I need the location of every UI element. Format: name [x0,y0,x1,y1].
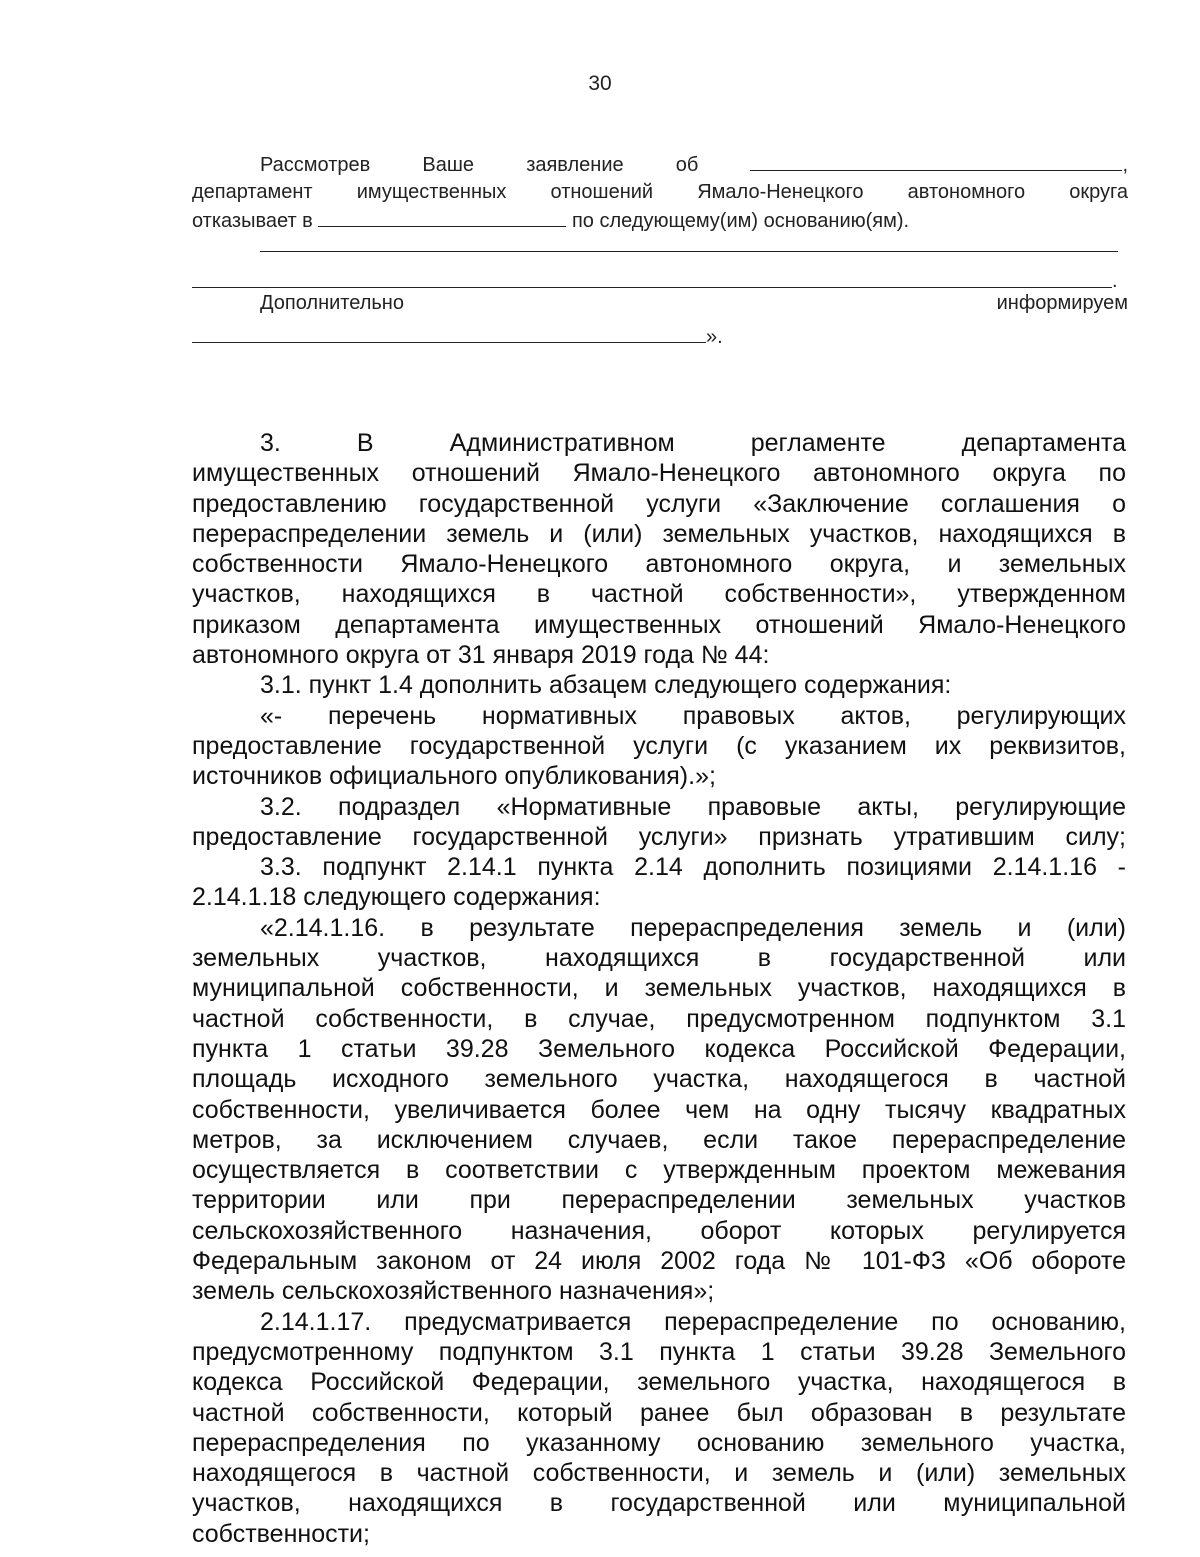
form-line-6 [192,290,1128,317]
form-line-3 [192,206,1128,235]
text-line: частной собственности, который ранее был образован в результате [192,1398,1126,1427]
form-word: заявление [526,154,624,176]
text-line: 3. В Административном регламенте департамента [260,429,1126,457]
form-line-2: департамент имущественных отношений Ямало-Ненецкого автономного округа [192,181,1128,203]
text-line: Федеральным законом от 24 июля 2002 года № 101-ФЗ «Об обороте [192,1247,1126,1276]
refusal-form-template [192,150,1128,351]
text-line: 3.1. пункт 1.4 дополнить абзацем следующего содержания: [260,671,952,700]
text-line: приказом департамента имущественных отношений Ямало-Ненецкого [192,610,1126,639]
text-line: имущественных отношений Ямало-Ненецкого автономного округа по [192,459,1126,488]
text-line: «2.14.1.16. в результате перераспределения земель и (или) [260,913,1126,942]
text-line: «- перечень нормативных правовых актов, регулирующих [260,701,1126,730]
form-text: Дополнительно [260,292,404,314]
form-word: Ваше [422,154,475,176]
text-line: источников официального опубликования).»; [192,762,716,791]
text-line: предоставление государственной услуги (с указанием их реквизитов, [192,731,1126,760]
text-line: предоставление государственной услуги» признать утратившим силу; [192,822,1126,851]
text-line: кодекса Российской Федерации, земельного участка, находящегося в [192,1368,1126,1397]
text-line: осуществляется в соответствии с утвержденным проектом межевания [192,1156,1126,1185]
text-line: перераспределении земель и (или) земельных участков, находящихся в [192,519,1126,548]
form-line-5 [192,270,1128,292]
text-line: участков, находящихся в частной собственности», утвержденном [192,580,1126,609]
text-line: территории или при перераспределении земельных участков [192,1186,1126,1215]
text-line: автономного округа от 31 января 2019 года № 44: [192,641,770,670]
text-line: площадь исходного земельного участка, находящегося в частной [192,1065,1126,1094]
blank-line [260,251,1118,252]
text-line: метров, за исключением случаев, если такое перераспределение [192,1125,1126,1154]
text-line: предусмотренному подпунктом 3.1 пункта 1 статьи 39.28 Земельного [192,1337,1126,1366]
form-punct: , [1122,154,1129,176]
form-word: Рассмотрев [260,154,371,176]
form-line-7 [192,322,1128,351]
text-line: собственности, увеличивается более чем на одну тысячу квадратных [192,1095,1126,1124]
text-line: собственности Ямало-Ненецкого автономного округа, и земельных [192,550,1126,579]
text-line: предоставлению государственной услуги «Заключение соглашения о [192,489,1126,518]
text-line: находящегося в частной собственности, и земель и (или) земельных [192,1459,1126,1488]
form-punct: ». [706,326,723,348]
blank-line [192,287,1112,288]
blank-line [192,322,706,343]
form-punct: . [1112,270,1118,292]
text-line: 3.2. подраздел «Нормативные правовые акты, регулирующие [260,792,1126,821]
text-line: перераспределения по указанному основанию земельного участка, [192,1428,1126,1457]
form-text: отказывает в [192,210,313,232]
form-line-1 [192,150,1128,179]
text-line: участков, находящихся в государственной или муниципальной [192,1489,1126,1518]
text-line: собственности; [192,1519,370,1548]
text-line: 3.3. подпункт 2.14.1 пункта 2.14 дополнить позициями 2.14.1.16 - [260,853,1126,882]
form-text: информируем [996,292,1128,314]
text-line: 2.14.1.17. предусматривается перераспределение по основанию, [260,1307,1126,1336]
text-line: земель сельскохозяйственного назначения»; [192,1277,715,1306]
text-line: муниципальной собственности, и земельных участков, находящихся в [192,974,1126,1003]
text-line: 2.14.1.18 следующего содержания: [192,883,601,912]
text-line: частной собственности, в случае, предусмотренном подпунктом 3.1 [192,1004,1126,1033]
blank-line [318,206,566,227]
page-number: 30 [588,72,612,95]
amendment-text [192,428,1126,1549]
text-line: пункта 1 статьи 39.28 Земельного кодекса Российской Федерации, [192,1034,1126,1063]
text-line: сельскохозяйственного назначения, оборот которых регулируется [192,1216,1126,1245]
text-line: земельных участков, находящихся в государственной или [192,944,1126,973]
form-text: по следующему(им) основанию(ям). [571,210,910,232]
blank-line [750,150,1122,171]
form-word: об [675,154,699,176]
